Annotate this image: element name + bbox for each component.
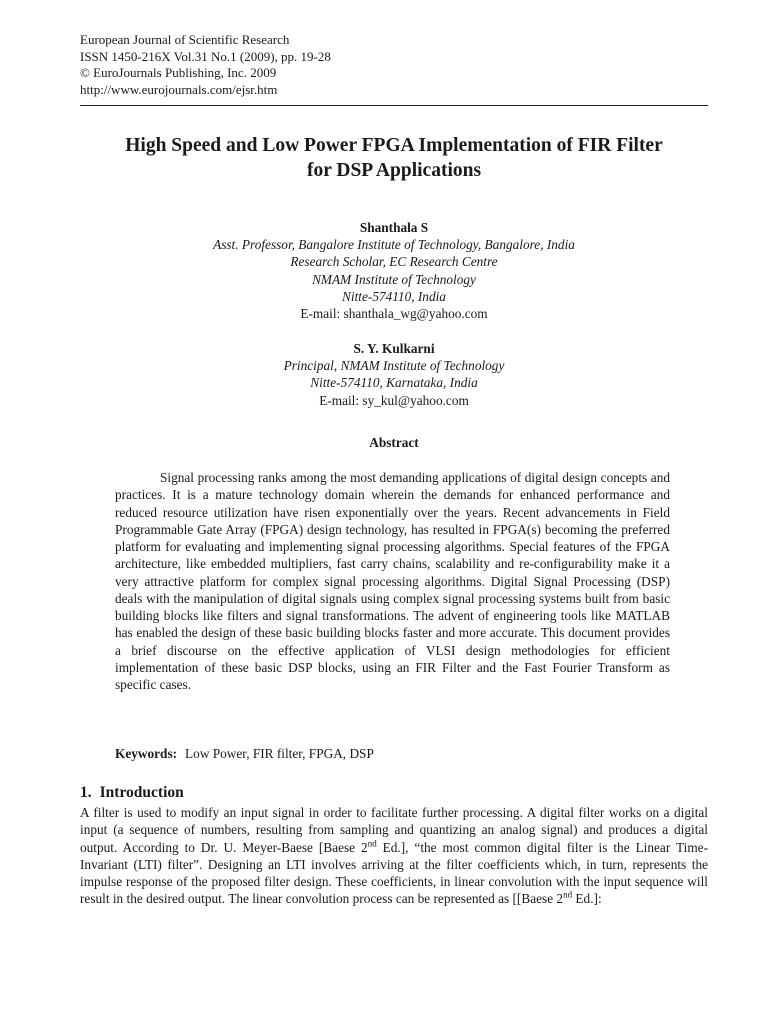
author-affiliation-line: Asst. Professor, Bangalore Institute of Technology, Bangalore, India bbox=[213, 237, 575, 253]
introduction-paragraph bbox=[80, 804, 708, 908]
author-affiliation-line: Nitte-574110, Karnataka, India bbox=[310, 375, 478, 391]
author-name: S. Y. Kulkarni bbox=[353, 341, 435, 356]
journal-header bbox=[80, 32, 331, 98]
journal-name: European Journal of Scientific Research bbox=[80, 32, 290, 47]
keywords-value: Low Power, FIR filter, FPGA, DSP bbox=[185, 746, 374, 761]
author-affiliation-line: Principal, NMAM Institute of Technology bbox=[283, 358, 505, 374]
author-affiliation-line: NMAM Institute of Technology bbox=[312, 271, 476, 287]
author-email[interactable]: E-mail: sy_kul@yahoo.com bbox=[319, 392, 469, 408]
author-name: Shanthala S bbox=[359, 220, 429, 235]
intro-text-part-1: A filter is used to modify an input signal in order to facilitate further processing. A digital filter works on a digital input (a sequence of numbers, resulting from sampling and quantizing an analog signal) and produces a digital output. According to Dr. U. Meyer-Baese [Baese 2 bbox=[80, 805, 708, 855]
section-title: Introduction bbox=[99, 784, 184, 801]
intro-text-part-3: Ed.]: bbox=[572, 891, 602, 907]
superscript-nd: nd bbox=[563, 889, 573, 900]
paper-title-line-1: High Speed and Low Power FPGA Implementation of FIR Filter bbox=[125, 135, 663, 156]
author-block-1 bbox=[80, 219, 708, 322]
keywords-label: Keywords: bbox=[115, 746, 178, 761]
superscript-nd: nd bbox=[367, 838, 377, 849]
abstract-text: Signal processing ranks among the most demanding applications of digital design concepts and practices. It is a mature technology domain wherein the demands for enhanced performance and reduced resource utilization have risen exponentially over the years. Recent advancements in Field Programmable Gate Array (FPGA) design technology, has resulted in FPGA(s) becoming the preferred platform for evaluating and implementing signal processing algorithms. Special features of the FPGA architecture, like embedded multipliers, fast carry chains, scalability and re-configurability make it a very attractive platform for complex signal processing algorithms. Digital Signal Processing (DSP) deals with the manipulation of digital signals using complex signal processing systems built from basic building blocks like filters and signal transformations. The advent of engineering tools like MATLAB has enabled the design of these basic building blocks faster and more accurate. This document provides a brief discourse on the effective application of VLSI design methodologies for efficient implementation of these basic DSP blocks, using an FIR Filter and the Fast Fourier Transform as specific cases. bbox=[115, 470, 670, 692]
section-heading-introduction bbox=[80, 784, 184, 802]
journal-issn: ISSN 1450-216X Vol.31 No.1 (2009), pp. 19-28 bbox=[80, 48, 331, 64]
intro-text-part-2: Ed.], “the most common digital filter is the Linear Time-Invariant (LTI) filter”. Designing an LTI involves arriving at the filter coefficients which, in turn, represents the impulse response of the proposed filter design. These coefficients, in linear convolution with the input sequence will result in the desired output. The linear convolution process can be represented as [[Baese 2 bbox=[80, 839, 708, 907]
section-number: 1. bbox=[80, 784, 92, 801]
header-divider bbox=[80, 105, 708, 106]
abstract-heading: Abstract bbox=[369, 435, 419, 450]
paper-title bbox=[60, 133, 728, 183]
journal-url[interactable]: http://www.eurojournals.com/ejsr.htm bbox=[80, 81, 278, 97]
journal-copyright: © EuroJournals Publishing, Inc. 2009 bbox=[80, 65, 277, 80]
paper-title-line-2: for DSP Applications bbox=[306, 160, 482, 181]
author-affiliation-line: Nitte-574110, India bbox=[342, 288, 446, 304]
keywords-line bbox=[115, 746, 374, 762]
author-block-2 bbox=[80, 340, 708, 409]
author-email[interactable]: E-mail: shanthala_wg@yahoo.com bbox=[300, 306, 488, 322]
author-affiliation-line: Research Scholar, EC Research Centre bbox=[290, 254, 498, 270]
